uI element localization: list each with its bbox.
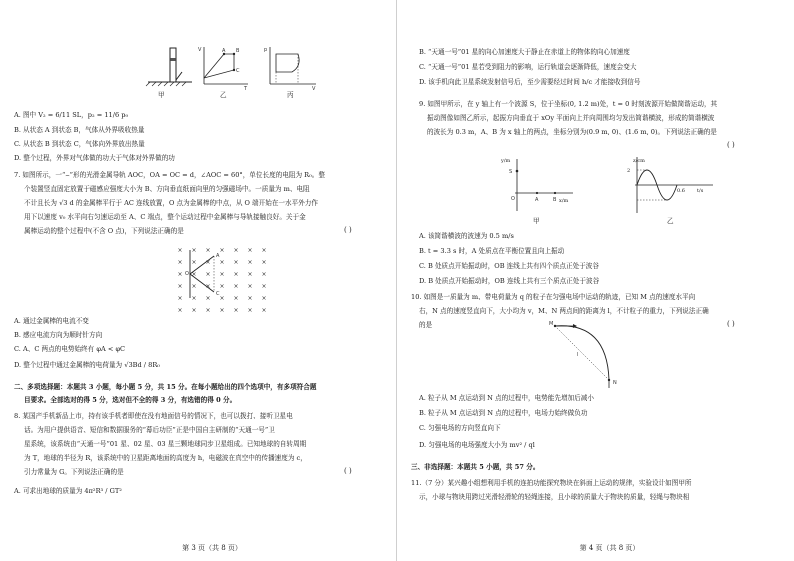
q8-option-a: A. 可求出地球的质量为 4π²R³ / GT²: [14, 487, 122, 495]
q8-option-b: B. “天通一号”01 星的向心加速度大于静止在赤道上的物体的向心加速度: [419, 48, 630, 56]
q10-option-b: B. 粒子从 M 点运动到 N 点的过程中，电场力始终做负功: [419, 409, 588, 417]
svg-text:×: ×: [205, 247, 211, 254]
section2-heading-cont: 目要求。全部选对的得 5 分，选对但不全的得 3 分，有选错的得 0 分。: [24, 396, 237, 404]
q7-option-a: A. 通过金属棒的电流不变: [14, 317, 89, 325]
svg-text:A: A: [216, 253, 220, 259]
q10-option-a: A. 粒子从 M 点运动到 N 点的过程中，电势能先增加后减小: [419, 394, 594, 402]
q6-option-d: D. 整个过程，外界对气体做的功大于气体对外界做的功: [14, 154, 175, 162]
q9-fig-a-label: 甲: [533, 217, 540, 225]
svg-text:B: B: [236, 48, 240, 54]
svg-text:×: ×: [205, 295, 211, 302]
svg-text:×: ×: [177, 283, 183, 290]
svg-text:l: l: [577, 352, 579, 358]
svg-text:×: ×: [191, 271, 197, 278]
q10-text-line: 的是: [419, 321, 433, 329]
q9-fig-b-label: 乙: [667, 217, 674, 225]
svg-text:V: V: [312, 86, 316, 90]
svg-text:×: ×: [233, 283, 239, 290]
q8-option-d: D. 该手机向此卫星系统发射信号后，至少需要经过时间 h/c 才能接收到信号: [419, 78, 641, 86]
q7-answer-paren: ( ): [344, 226, 352, 234]
fig-label-a: 甲: [158, 91, 165, 99]
q7-option-d: D. 整个过程中通过金属棒的电荷量为 √3Bd / 8R₀: [14, 361, 160, 369]
q9-fig-a-y: y/m: [501, 158, 511, 164]
q10-text-line: 右，N 点的速度竖直向下，大小均为 v，M、N 两点间的距离为 l，不计粒子的重力，下列说法正确: [419, 307, 709, 315]
svg-text:O: O: [185, 271, 189, 277]
q11-text-line: 示，小球与物块用跨过光滑轻滑轮的轻绳连接，且小球的质量大于物块的质量，轻绳与物块相: [419, 493, 690, 501]
q9-fig-b-x: t/s: [697, 188, 704, 194]
svg-text:×: ×: [191, 307, 197, 314]
q8-option-c: C. “天通一号”01 星若受到阻力的影响，运行轨道会逐渐降低，速度会变大: [419, 63, 637, 71]
svg-text:×: ×: [261, 247, 267, 254]
svg-text:A: A: [222, 48, 226, 54]
q9-text-line: 9. 如图甲所示，在 y 轴上有一个波源 S，位于坐标(0, 1.2 m)处，t = 0 时刻波源开始做简谐运动，其: [419, 100, 718, 108]
q10-option-d: D. 匀强电场的电场强度大小为 mv² / ql: [419, 441, 535, 449]
svg-text:N: N: [613, 380, 617, 386]
q9-option-d: D. B 处质点开始振动时，OB 连线上共有三个质点正处于波谷: [419, 277, 600, 285]
q6-option-c: C. 从状态 B 到状态 C，气体向外界放出热量: [14, 140, 145, 148]
svg-text:×: ×: [191, 259, 197, 266]
svg-text:×: ×: [233, 247, 239, 254]
right-page: [397, 0, 794, 561]
svg-text:×: ×: [247, 295, 253, 302]
svg-text:×: ×: [233, 295, 239, 302]
svg-text:×: ×: [233, 271, 239, 278]
svg-text:×: ×: [247, 247, 253, 254]
svg-text:×: ×: [247, 271, 253, 278]
svg-text:×: ×: [219, 295, 225, 302]
svg-text:×: ×: [247, 259, 253, 266]
svg-text:×: ×: [205, 271, 211, 278]
q6-figure-c: [262, 44, 320, 90]
q9-fig-b-amp: 2: [627, 168, 631, 174]
svg-text:C: C: [216, 291, 220, 297]
q11-text-line: 11.（7 分）某兴趣小组想利用手机的连拍功能探究物块在斜面上运动的规律，实验设计如图甲所: [411, 479, 692, 487]
q8-text-line: 8. 某国产手机新品上市，持有该手机者即使在没有地面信号的情况下，也可以拨打、接听卫星电: [14, 412, 293, 420]
q7-text-line: 用下以速度 v₀ 水平向右匀速运动至 A、C 端点，整个运动过程中金属棒与导轨接触良好。关于金: [24, 213, 306, 221]
svg-text:×: ×: [191, 247, 197, 254]
q9-answer-paren: ( ): [727, 141, 735, 149]
svg-text:×: ×: [261, 259, 267, 266]
svg-text:×: ×: [219, 247, 225, 254]
svg-text:×: ×: [261, 295, 267, 302]
svg-text:×: ×: [205, 259, 211, 266]
svg-text:×: ×: [177, 271, 183, 278]
q8-answer-paren: ( ): [344, 467, 352, 475]
q6-option-a: A. 图中 V₂ = 6/11 SL，p₂ = 11/6 p₀: [14, 111, 129, 119]
svg-text:×: ×: [219, 271, 225, 278]
fig-label-b: 乙: [220, 91, 227, 99]
svg-text:A: A: [535, 197, 539, 203]
svg-text:×: ×: [177, 307, 183, 314]
svg-text:×: ×: [261, 283, 267, 290]
q6-option-b: B. 从状态 A 到状态 B，气体从外界吸收热量: [14, 126, 145, 134]
svg-text:×: ×: [219, 307, 225, 314]
svg-text:S: S: [509, 169, 513, 175]
q7-text-line: 属棒运动的整个过程中(不含 O 点)，下列说法正确的是: [24, 227, 184, 235]
q8-text-line: 为 T，地球的半径为 R，该系统中的卫星距离地面的高度为 h，电磁波在真空中的传播速度为 c，: [24, 454, 307, 462]
svg-text:×: ×: [261, 307, 267, 314]
section3-heading: 三、非选择题：本题共 5 小题，共 57 分。: [411, 463, 540, 471]
svg-text:×: ×: [205, 283, 211, 290]
svg-text:×: ×: [247, 283, 253, 290]
svg-text:p: p: [264, 47, 268, 53]
svg-text:×: ×: [261, 271, 267, 278]
q9-option-a: A. 该简谐横波的波速为 0.5 m/s: [419, 232, 514, 240]
q10-option-c: C. 匀强电场的方向竖直向下: [419, 424, 501, 432]
q6-figure-a: [140, 44, 200, 90]
page-number-left: 第 3 页（共 8 页）: [182, 544, 242, 552]
q9-text-line: 的波长为 0.3 m，A、B 为 x 轴上的两点，坐标分别为(0.9 m, 0)、(1.6 m, 0)。下列说法正确的是: [427, 128, 717, 136]
q7-field-figure: [170, 244, 270, 314]
q8-text-line: 引力常量为 G。下列说法正确的是: [24, 468, 124, 476]
svg-text:×: ×: [233, 307, 239, 314]
svg-text:×: ×: [233, 259, 239, 266]
q8-text-line: 话。为用户提供语音、短信和数据服务的“幕后功臣”正是中国自主研制的“天通一号”卫: [24, 426, 275, 434]
svg-text:×: ×: [247, 307, 253, 314]
q9-fig-a-x: x/m: [559, 198, 569, 204]
svg-text:T: T: [244, 86, 248, 90]
q7-option-b: B. 感应电流方向为顺时针方向: [14, 331, 103, 339]
q10-trajectory-figure: [547, 318, 627, 390]
svg-text:V: V: [198, 47, 202, 53]
page-number-right: 第 4 页（共 8 页）: [579, 544, 640, 552]
q10-text-line: 10. 如图是一质量为 m、带电荷量为 q 的粒子在匀强电场中运动的轨迹，已知 M 点的速度水平向: [411, 293, 696, 301]
q9-text-line: 振动图像如图乙所示，起振方向垂直于 xOy 平面向上并向周围均匀发出简谐横波，形成的简谐横波: [427, 114, 715, 122]
q10-answer-paren: ( ): [727, 320, 735, 328]
q9-fig-b-tick: 0.6: [677, 188, 685, 194]
q6-figure-b: [196, 44, 252, 90]
svg-text:O: O: [511, 196, 515, 202]
svg-text:×: ×: [205, 307, 211, 314]
q8-text-line: 星系统，该系统由“天通一号”01 星、02 星、03 星三颗地球同步卫星组成。已知地球的自转周期: [24, 440, 307, 448]
svg-text:×: ×: [191, 295, 197, 302]
svg-text:×: ×: [177, 295, 183, 302]
q9-option-c: C. B 处质点开始振动时，OB 连线上共有四个质点正处于波谷: [419, 262, 599, 270]
svg-text:×: ×: [177, 247, 183, 254]
q7-text-line: 个装置竖直固定放置于磁感应强度大小为 B、方向垂直纸面向里的匀强磁场中。一质量为 m、电阻: [24, 185, 310, 193]
fig-label-c: 丙: [287, 91, 294, 99]
q7-option-c: C. A、C 两点的电势始终有 φA < φC: [14, 345, 126, 353]
svg-text:×: ×: [177, 259, 183, 266]
section2-heading: 二、多项选择题：本题共 3 小题，每小题 5 分，共 15 分。在每小题给出的四个选项中，有多项符合题: [14, 383, 317, 391]
q7-text-line: 不计且长为 √3 d 的金属棒平行于 AC 连线放置，O 点为金属棒的中点，从 O 端开始在一水平外力作: [24, 199, 318, 207]
svg-text:C: C: [236, 68, 240, 74]
svg-text:×: ×: [219, 283, 225, 290]
svg-text:×: ×: [219, 259, 225, 266]
svg-text:M: M: [549, 321, 554, 327]
q9-option-b: B. t = 3.3 s 时，A 处质点在平衡位置且向上振动: [419, 247, 565, 255]
q7-text-line: 7. 如图所示，一“⌢”形的光滑金属导轨 AOC，OA = OC = d，∠AOC = 60°，单位长度的电阻为 R₀。整: [14, 171, 325, 179]
q9-fig-b-y: z/cm: [633, 158, 645, 164]
svg-text:B: B: [553, 197, 557, 203]
svg-text:×: ×: [191, 283, 197, 290]
